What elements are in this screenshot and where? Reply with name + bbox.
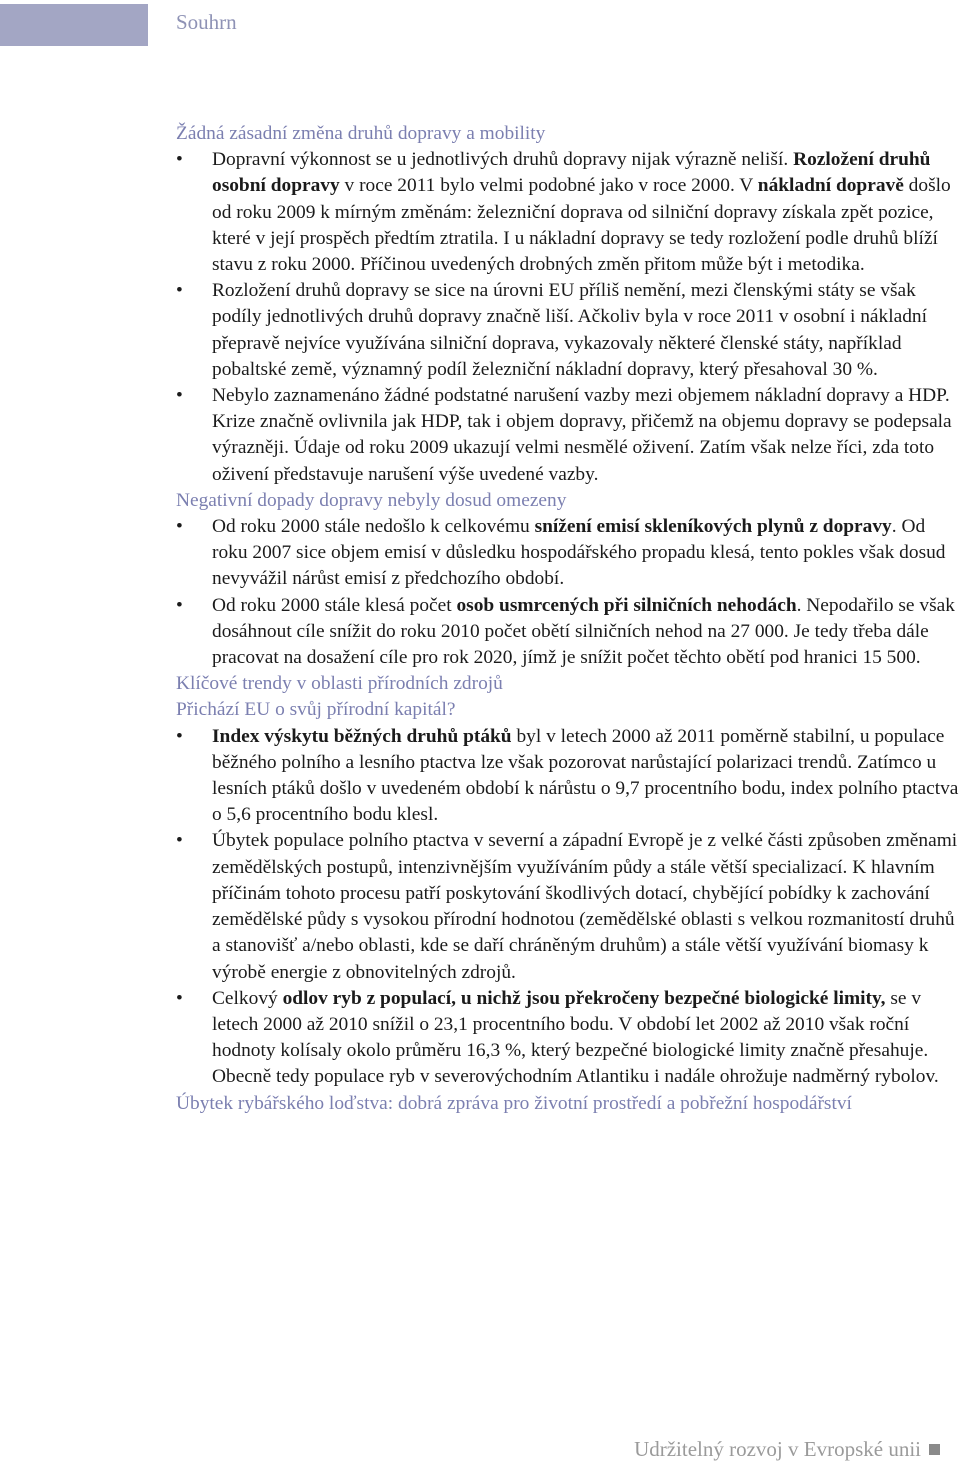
section-heading: Klíčové trendy v oblasti přírodních zdrojů <box>176 673 503 695</box>
text-run: Celkový <box>212 987 283 1009</box>
bullet-icon: • <box>176 516 183 538</box>
text-run: Od roku 2000 stále nedošlo k celkovému <box>212 516 535 538</box>
bold-phrase: odlov ryb z populací, u nichž jsou překročeny bezpečné biologické limity, <box>282 987 886 1009</box>
bullet-icon: • <box>176 830 183 852</box>
bullet-icon: • <box>176 149 183 171</box>
bullet-item <box>176 514 960 593</box>
text-run: Nebylo zaznamenáno žádné podstatné narušení vazby mezi objemem nákladní dopravy a HDP. Krize značně ovlivnila jak HDP, tak i objem dopravy, přičemž na objemu dopravy se podepsala výrazněji. Údaje od roku 2009 ukazují velmi nesmělé oživení. Zatím však nelze říci, zda toto oživení představuje narušení výše uvedené vazby. <box>212 385 952 485</box>
section-heading: Úbytek rybářského loďstva: dobrá zpráva pro životní prostředí a pobřežní hospodářství <box>176 1092 852 1114</box>
bullet-item <box>176 828 960 985</box>
bullet-item <box>176 986 960 1091</box>
text-run: . Nepodařilo se však dosáhnout cíle snížit do roku 2010 počet obětí silničních nehod na 27 000. Je tedy třeba dále pracovat na dosažení cíle pro rok 2020, jímž je snížit počet těchto obětí pod hranici 15 500. <box>212 594 955 669</box>
section-heading: Žádná zásadní změna druhů dopravy a mobility <box>176 123 546 144</box>
section-subheading: Přichází EU o svůj přírodní kapitál? <box>176 699 456 721</box>
page-footer <box>634 1434 940 1464</box>
bold-phrase: osob usmrcených při silničních nehodách <box>456 594 797 616</box>
bullet-text <box>212 724 960 829</box>
bullet-text <box>212 514 960 593</box>
bold-phrase: Index výskytu běžných druhů ptáků <box>212 725 512 747</box>
document-body <box>176 121 960 1117</box>
bullet-item <box>176 724 960 829</box>
text-run: došlo od roku 2009 k mírným změnám: železniční doprava od silniční dopravy získala zpět pozice, které v její prospěch předtím ztratila. I u nákladní dopravy se tedy rozložení podle druhů blíží stavu z roku 2000. Příčinou uvedených drobných změn přitom může být i metodika. <box>212 175 951 276</box>
section-label: Souhrn <box>176 10 237 34</box>
footer-square-icon <box>929 1444 940 1455</box>
section-heading: Negativní dopady dopravy nebyly dosud omezeny <box>176 489 567 511</box>
bullet-icon: • <box>176 725 183 747</box>
bullet-item <box>176 593 960 672</box>
text-run: Dopravní výkonnost se u jednotlivých druhů dopravy nijak výrazně neliší. <box>212 149 794 171</box>
text-run: . Od roku 2007 sice objem emisí v důsledku hospodářského propadu klesá, tento pokles však dosud nevyvážil nárůst emisí z předchozího období. <box>212 516 946 590</box>
section-tab-block <box>0 4 148 46</box>
bullet-text <box>212 383 960 488</box>
bullet-icon: • <box>176 385 183 407</box>
bullet-item <box>176 383 960 488</box>
bullet-text <box>212 828 960 985</box>
text-run: Rozložení druhů dopravy se sice na úrovni EU příliš nemění, mezi členskými státy se však podíly jednotlivých druhů dopravy značně liší. Ačkoliv byla v roce 2011 v osobní i nákladní přepravě nejvíce využívána silniční doprava, vykazovaly některé členské státy, například pobaltské země, významný podíl železniční nákladní dopravy, který přesahoval 30 %. <box>212 280 927 380</box>
text-run: Úbytek populace polního ptactva v severní a západní Evropě je z velké části způsoben změnami zemědělských postupů, intenzivnějším využíváním půdy a stále větší specializací. K hlavním příčinám tohoto procesu patří poskytování škodlivých dotací, chybějící pobídky k zachování zemědělské půdy s vysokou přírodní hodnotou (zemědělské oblasti s velkou rozmanitostí druhů a stanovišť a/nebo oblasti, kde se daří chráněným druhům) a stále větší využívání biomasy k výrobě energie z obnovitelných zdrojů. <box>212 830 958 983</box>
bullet-item <box>176 278 960 383</box>
bullet-text <box>212 986 960 1091</box>
bold-phrase: nákladní dopravě <box>757 175 904 197</box>
text-run: Od roku 2000 stále klesá počet <box>212 594 457 616</box>
bold-phrase: snížení emisí skleníkových plynů z dopravy <box>534 516 892 538</box>
bullet-text <box>212 593 960 672</box>
text-run: v roce 2011 bylo velmi podobné jako v roce 2000. V <box>339 175 758 197</box>
bullet-item <box>176 147 960 278</box>
text-run: byl v letech 2000 až 2011 poměrně stabilní, u populace běžného polního a lesního ptactva lze však pozorovat narůstající polarizaci trendů. Zatímco u lesních ptáků došlo v uvedeném období k nárůstu o 9,7 procentního bodu, index polního ptactva o 5,6 procentního bodu klesl. <box>212 725 959 826</box>
bullet-text <box>212 147 960 278</box>
bullet-icon: • <box>176 280 183 302</box>
bullet-icon: • <box>176 594 183 616</box>
text-run: se v letech 2000 až 2010 snížil o 23,1 procentního bodu. V období let 2002 až 2010 však roční hodnoty kolísaly okolo průměru 16,3 %, který bezpečné biologické limity značně přesahuje. Obecně tedy populace ryb v severovýchodním Atlantiku i nadále ohrožuje nadměrný rybolov. <box>212 987 939 1088</box>
footer-title: Udržitelný rozvoj v Evropské unii <box>634 1437 921 1461</box>
bullet-icon: • <box>176 987 183 1009</box>
bullet-text <box>212 278 960 383</box>
bold-phrase: Rozložení druhů osobní dopravy <box>212 149 931 197</box>
